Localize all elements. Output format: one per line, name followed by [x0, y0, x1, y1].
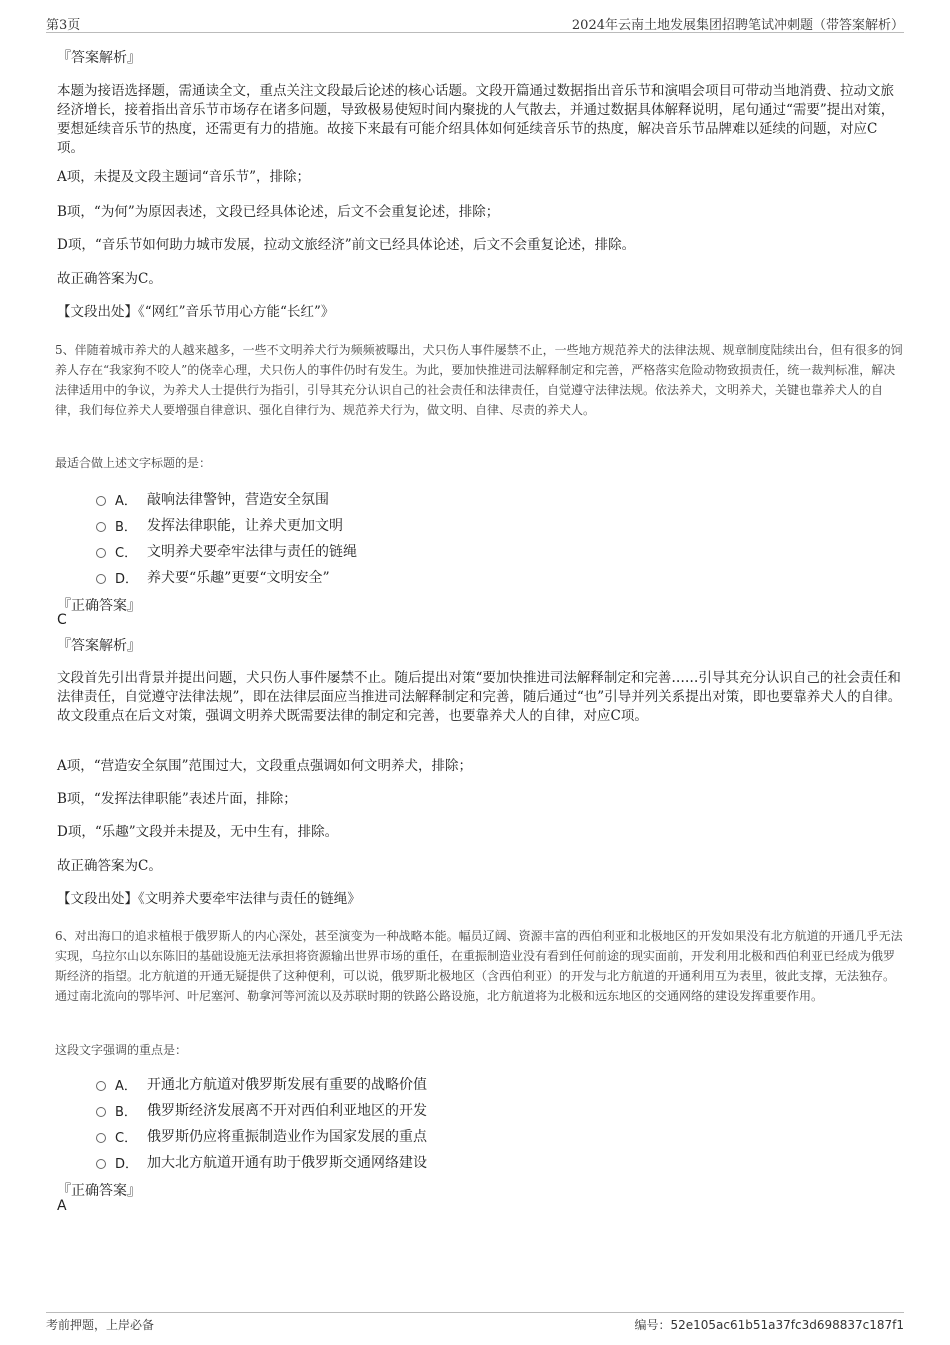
q4-analysis-d: D项，“音乐节如何助力城市发展，拉动文旅经济”前文已经具体论述，后文不会重复论述，排除。 — [57, 237, 636, 253]
q6-answer-label: 『正确答案』 — [57, 1183, 141, 1199]
q4-conclusion: 故正确答案为C。 — [57, 271, 162, 287]
q5-option-c[interactable]: C． 文明养犬要牵牢法律与责任的链绳 — [96, 538, 357, 564]
radio-icon[interactable] — [96, 1081, 106, 1091]
page-header — [46, 12, 904, 33]
q5-conclusion: 故正确答案为C。 — [57, 858, 162, 874]
q5-options — [96, 486, 357, 590]
radio-icon[interactable] — [96, 548, 106, 558]
radio-icon[interactable] — [96, 574, 106, 584]
q6-option-c[interactable]: C． 俄罗斯仍应将重振制造业作为国家发展的重点 — [96, 1123, 427, 1149]
q5-option-a[interactable]: A． 敲响法律警钟，营造安全氛围 — [96, 486, 357, 512]
radio-icon[interactable] — [96, 496, 106, 506]
q4-analysis-a: A项，未提及文段主题词“音乐节”，排除； — [57, 169, 311, 185]
q5-stem: 5、伴随着城市养犬的人越来越多，一些不文明养犬行为频频被曝出，犬只伤人事件屡禁不止，一些地方规范养犬的法律法规、规章制度陆续出台，但有很多的饲养人存在“我家狗不咬人”的侥幸心理，犬只伤人的事件仍时有发生。为此，要加快推进司法解释制定和完善，严格落实危险动物致损责任，统一裁判标准，解决法律适用中的争议，为养犬人士提供行为指引，引导其充分认识自己的社会责任和法律责任，自觉遵守法律法规。依法养犬，文明养犬，关键也靠养犬人的自律，我们每位养犬人要增强自律意识、强化自律行为、规范养犬行为，做文明、自律、尽责的养犬人。 — [55, 343, 903, 417]
q5-analysis-d: D项，“乐趣”文段并未提及，无中生有，排除。 — [57, 824, 339, 840]
radio-icon[interactable] — [96, 1133, 106, 1143]
q5-question: 最适合做上述文字标题的是： — [55, 456, 212, 470]
q5-option-b[interactable]: B． 发挥法律职能，让养犬更加文明 — [96, 512, 357, 538]
radio-icon[interactable] — [96, 1107, 106, 1117]
q5-answer-label: 『正确答案』 — [57, 598, 141, 614]
q5-analysis-label: 『答案解析』 — [57, 638, 141, 654]
q6-option-a[interactable]: A． 开通北方航道对俄罗斯发展有重要的战略价值 — [96, 1071, 427, 1097]
q4-analysis-label: 『答案解析』 — [57, 50, 141, 66]
q5-answer: C — [57, 612, 67, 628]
radio-icon[interactable] — [96, 1159, 106, 1169]
q5-analysis-a: A项，“营造安全氛围”范围过大，文段重点强调如何文明养犬，排除； — [57, 758, 473, 774]
page-footer — [46, 1312, 904, 1335]
footer-slogan: 考前押题，上岸必备 — [46, 1318, 155, 1332]
q6-answer: A — [57, 1198, 67, 1214]
q5-analysis-b: B项，“发挥法律职能”表述片面，排除； — [57, 791, 297, 807]
q6-options — [96, 1071, 427, 1175]
q6-option-d[interactable]: D． 加大北方航道开通有助于俄罗斯交通网络建设 — [96, 1149, 427, 1175]
footer-serial: 编号：52e105ac61b51a37fc3d698837c187f1 — [634, 1318, 904, 1332]
q4-analysis-b: B项，“为何”为原因表述，文段已经具体论述，后文不会重复论述，排除； — [57, 204, 500, 220]
q6-question: 这段文字强调的重点是： — [55, 1043, 188, 1057]
page-number: 第3页 — [46, 18, 81, 33]
q5-analysis-text: 文段首先引出背景并提出问题，犬只伤人事件屡禁不止。随后提出对策“要加快推进司法解释制定和完善……引导其充分认识自己的社会责任和法律责任，自觉遵守法律法规”，即在法律层面应当推进司法解释制定和完善，随后通过“也”引导并列关系提出对策，即也要靠养犬人的自律。故文段重点在后文对策，强调文明养犬既需要法律的制定和完善，也要靠养犬人的自律，对应C项。 — [57, 670, 902, 724]
q4-source: 【文段出处】《“网红”音乐节用心方能“长红”》 — [57, 304, 335, 320]
radio-icon[interactable] — [96, 522, 106, 532]
document-title: 2024年云南土地发展集团招聘笔试冲刺题（带答案解析） — [571, 18, 904, 33]
q4-analysis-text: 本题为接语选择题，需通读全文，重点关注文段最后论述的核心话题。文段开篇通过数据指出音乐节和演唱会项目可带动当地消费、拉动文旅经济增长，接着指出音乐节市场存在诸多问题，导致极易使短时间内聚拢的人气散去，并通过数据具体解释说明，尾句通过“需要”提出对策，要想延续音乐节的热度，还需更有力的措施。故接下来最有可能介绍具体如何延续音乐节的热度，解决音乐节品牌难以延续的问题，对应C项。 — [57, 83, 895, 156]
q6-option-b[interactable]: B． 俄罗斯经济发展离不开对西伯利亚地区的开发 — [96, 1097, 427, 1123]
q5-source: 【文段出处】《文明养犬要牵牢法律与责任的链绳》 — [57, 891, 361, 907]
q5-option-d[interactable]: D． 养犬要“乐趣”更要“文明安全” — [96, 564, 357, 590]
q6-stem: 6、对出海口的追求植根于俄罗斯人的内心深处，甚至演变为一种战略本能。幅员辽阔、资源丰富的西伯利亚和北极地区的开发如果没有北方航道的开通几乎无法实现，乌拉尔山以东陈旧的基础设施无法承担将资源输出世界市场的重任，在重振制造业没有看到任何前途的现实面前，开发利用北极和西伯利亚已经成为俄罗斯经济的指望。北方航道的开通无疑提供了这种便利，可以说，俄罗斯北极地区（含西伯利亚）的开发与北方航道的开通利用互为表里，彼此支撑，无法独存。通过南北流向的鄂毕河、叶尼塞河、勒拿河等河流以及苏联时期的铁路公路设施，北方航道将为北极和远东地区的交通网络的建设发挥重要作用。 — [55, 929, 903, 1003]
